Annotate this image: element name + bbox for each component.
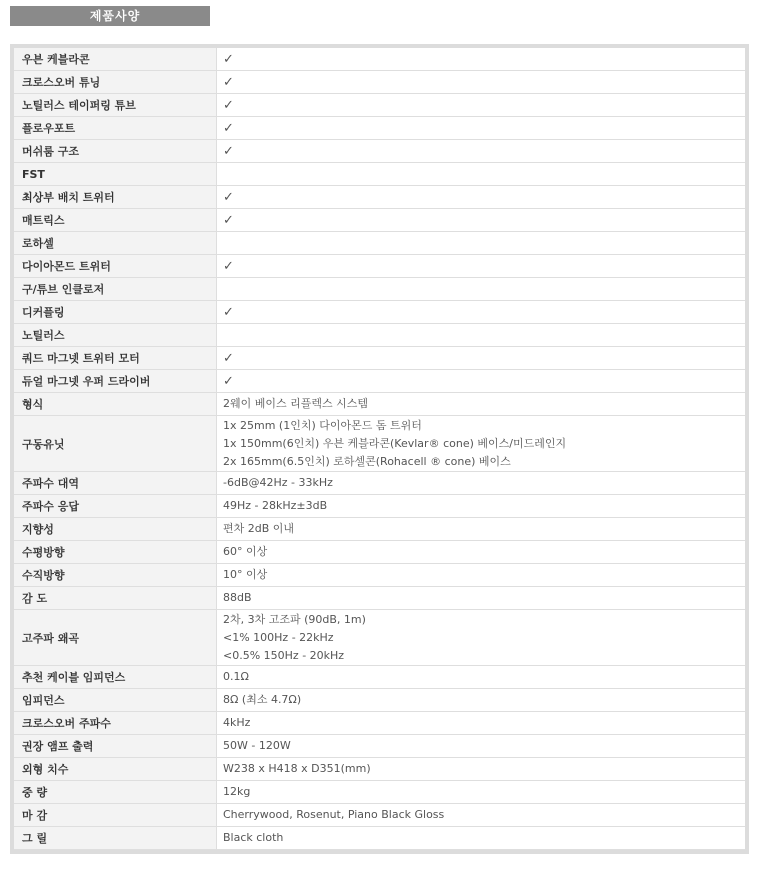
- spec-label: 쿼드 마그넷 트위터 모터: [14, 347, 217, 370]
- spec-row: [14, 140, 745, 163]
- spec-value-line: 1x 25mm (1인치) 다이아몬드 돔 트위터: [223, 418, 422, 432]
- spec-label: 듀얼 마그넷 우퍼 드라이버: [14, 370, 217, 393]
- spec-label: 노틸러스: [14, 324, 217, 347]
- spec-value-line: 8Ω (최소 4.7Ω): [223, 693, 302, 706]
- spec-row: [14, 564, 745, 587]
- check-icon: ✓: [223, 51, 234, 67]
- spec-row: [14, 666, 745, 689]
- spec-value-line: <0.5% 150Hz - 20kHz: [223, 648, 345, 662]
- spec-value: [217, 781, 746, 804]
- section-title: 제품사양: [89, 9, 141, 23]
- spec-label: 외형 치수: [14, 758, 217, 781]
- spec-label: 지향성: [14, 518, 217, 541]
- spec-value-line: -6dB@42Hz - 33kHz: [223, 476, 333, 489]
- spec-row: [14, 712, 745, 735]
- spec-value-line: 2웨이 베이스 리플렉스 시스템: [223, 397, 368, 410]
- spec-row: [14, 587, 745, 610]
- spec-row: [14, 781, 745, 804]
- spec-value-line: 88dB: [223, 591, 252, 604]
- spec-value-line: 0.1Ω: [223, 670, 249, 683]
- spec-value-line: 12kg: [223, 785, 251, 798]
- spec-value: [217, 610, 746, 666]
- spec-row: [14, 610, 745, 666]
- check-icon: ✓: [223, 258, 234, 274]
- spec-label: 우븐 케블라콘: [14, 48, 217, 71]
- spec-value: [217, 541, 746, 564]
- spec-row: [14, 186, 745, 209]
- spec-row: [14, 689, 745, 712]
- spec-value: [217, 255, 746, 278]
- spec-label: 주파수 대역: [14, 472, 217, 495]
- spec-row: [14, 301, 745, 324]
- spec-label: 임피던스: [14, 689, 217, 712]
- spec-value-line: 2x 165mm(6.5인치) 로하셀콘(Rohacell ® cone) 베이스: [223, 454, 511, 468]
- spec-row: [14, 472, 745, 495]
- spec-label: 다이아몬드 트위터: [14, 255, 217, 278]
- spec-label: 플로우포트: [14, 117, 217, 140]
- check-icon: ✓: [223, 74, 234, 90]
- spec-label: 수직방향: [14, 564, 217, 587]
- spec-value-line: 10° 이상: [223, 568, 268, 581]
- spec-label: 수평방향: [14, 541, 217, 564]
- spec-table: [14, 48, 745, 850]
- spec-value: [217, 758, 746, 781]
- spec-row: [14, 495, 745, 518]
- check-icon: ✓: [223, 143, 234, 159]
- spec-value: [217, 472, 746, 495]
- spec-table-frame: [10, 44, 749, 854]
- spec-row: [14, 255, 745, 278]
- spec-value-line: 편차 2dB 이내: [223, 522, 295, 535]
- check-icon: ✓: [223, 97, 234, 113]
- spec-label: 디커플링: [14, 301, 217, 324]
- spec-label: 권장 앰프 출력: [14, 735, 217, 758]
- spec-row: [14, 117, 745, 140]
- spec-row: [14, 163, 745, 186]
- spec-value: [217, 301, 746, 324]
- spec-row: [14, 370, 745, 393]
- spec-label: 노틸러스 테이퍼링 튜브: [14, 94, 217, 117]
- spec-value: [217, 209, 746, 232]
- spec-row: [14, 735, 745, 758]
- spec-table-body: [14, 48, 745, 850]
- spec-value: [217, 324, 746, 347]
- spec-value-line: 2차, 3차 고조파 (90dB, 1m): [223, 612, 366, 626]
- spec-value: [217, 827, 746, 850]
- spec-label: 중 량: [14, 781, 217, 804]
- spec-value: [217, 117, 746, 140]
- spec-row: [14, 324, 745, 347]
- spec-value: [217, 666, 746, 689]
- spec-value: [217, 735, 746, 758]
- spec-value: [217, 495, 746, 518]
- spec-value-line: Cherrywood, Rosenut, Piano Black Gloss: [223, 808, 445, 821]
- spec-label: 구동유닛: [14, 416, 217, 472]
- spec-value-line: 49Hz - 28kHz±3dB: [223, 499, 328, 512]
- spec-label: 크로스오버 튜닝: [14, 71, 217, 94]
- spec-value: [217, 186, 746, 209]
- spec-value-line: W238 x H418 x D351(mm): [223, 762, 371, 775]
- spec-row: [14, 518, 745, 541]
- spec-value-line: 60° 이상: [223, 545, 268, 558]
- spec-value: [217, 564, 746, 587]
- spec-label: 크로스오버 주파수: [14, 712, 217, 735]
- spec-label: 형식: [14, 393, 217, 416]
- spec-row: [14, 209, 745, 232]
- spec-row: [14, 393, 745, 416]
- spec-value-line: 1x 150mm(6인치) 우븐 케블라콘(Kevlar® cone) 베이스/미드레인지: [223, 436, 567, 450]
- check-icon: ✓: [223, 304, 234, 320]
- spec-label: 최상부 배치 트위터: [14, 186, 217, 209]
- spec-value: [217, 393, 746, 416]
- spec-value: [217, 587, 746, 610]
- spec-row: [14, 416, 745, 472]
- check-icon: ✓: [223, 350, 234, 366]
- check-icon: ✓: [223, 120, 234, 136]
- check-icon: ✓: [223, 212, 234, 228]
- spec-row: [14, 804, 745, 827]
- spec-value-line: <1% 100Hz - 22kHz: [223, 630, 334, 644]
- spec-value: [217, 712, 746, 735]
- check-icon: ✓: [223, 189, 234, 205]
- spec-value: [217, 370, 746, 393]
- spec-label: 주파수 응답: [14, 495, 217, 518]
- spec-value: [217, 140, 746, 163]
- spec-label: 로하셀: [14, 232, 217, 255]
- spec-row: [14, 347, 745, 370]
- spec-value: [217, 518, 746, 541]
- spec-label: 고주파 왜곡: [14, 610, 217, 666]
- spec-value: [217, 163, 746, 186]
- section-title-bar: [10, 6, 210, 26]
- spec-row: [14, 71, 745, 94]
- spec-row: [14, 827, 745, 850]
- spec-label: 추천 케이블 임피던스: [14, 666, 217, 689]
- spec-value-line: 4kHz: [223, 716, 251, 729]
- spec-label: FST: [14, 163, 217, 186]
- spec-label: 구/튜브 인클로저: [14, 278, 217, 301]
- spec-label: 매트릭스: [14, 209, 217, 232]
- spec-value: [217, 48, 746, 71]
- spec-value: [217, 94, 746, 117]
- spec-value-line: 50W - 120W: [223, 739, 291, 752]
- spec-label: 머쉬룸 구조: [14, 140, 217, 163]
- spec-row: [14, 758, 745, 781]
- check-icon: ✓: [223, 373, 234, 389]
- spec-row: [14, 278, 745, 301]
- spec-row: [14, 232, 745, 255]
- spec-value: [217, 689, 746, 712]
- spec-label: 감 도: [14, 587, 217, 610]
- spec-value: [217, 278, 746, 301]
- spec-label: 그 릴: [14, 827, 217, 850]
- spec-value: [217, 232, 746, 255]
- spec-value-line: Black cloth: [223, 831, 284, 844]
- spec-row: [14, 541, 745, 564]
- spec-label: 마 감: [14, 804, 217, 827]
- spec-value: [217, 347, 746, 370]
- spec-value: [217, 804, 746, 827]
- spec-row: [14, 94, 745, 117]
- spec-value: [217, 71, 746, 94]
- spec-row: [14, 48, 745, 71]
- spec-value: [217, 416, 746, 472]
